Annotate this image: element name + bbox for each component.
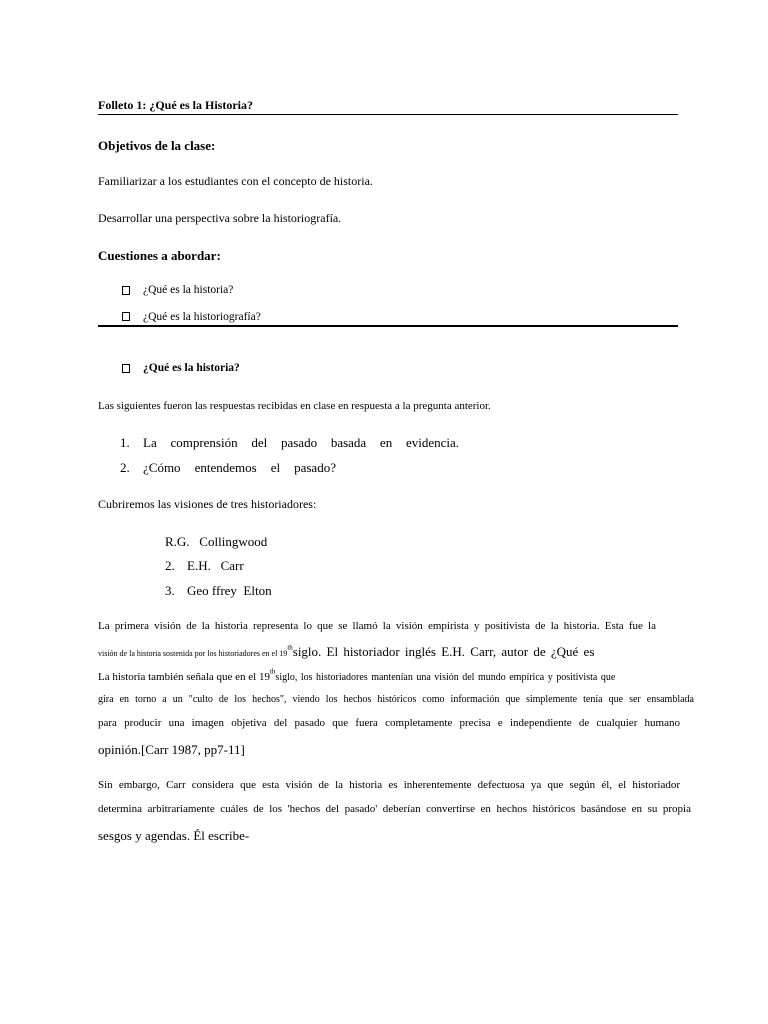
- historian-item: Geo ffrey Elton: [187, 583, 272, 598]
- answer-number: 2.: [120, 460, 130, 475]
- issue-bullet: ¿Qué es la historia?: [143, 284, 234, 296]
- paragraph-line: sesgos y agendas. Él escribe-: [98, 828, 250, 843]
- section-divider: [98, 325, 678, 327]
- paragraph-line: visión de la historia sostenida por los historiadores en el 19thsiglo. El historiador inglés E.H. Carr, autor de ¿Qué es: [98, 643, 595, 659]
- paragraph-line: gira en torno a un "culto de los hechos", viendo los hechos históricos como información que simplemente tenía que ser ensamblada: [98, 694, 694, 705]
- paragraph-line: Sin embargo, Carr considera que esta visión de la historia es inherentemente defectuosa ya que según él, el historiador: [98, 779, 680, 791]
- historians-intro: Cubriremos las visiones de tres historiadores:: [98, 497, 317, 511]
- page-title: Folleto 1: ¿Qué es la Historia?: [98, 98, 253, 112]
- objective-item: Desarrollar una perspectiva sobre la historiografía.: [98, 211, 342, 225]
- objectives-heading: Objetivos de la clase:: [98, 138, 216, 153]
- paragraph-line: La historia también señala que en el 19thsiglo, los historiadores mantenían una visión del mundo empírica y positivista que: [98, 667, 616, 683]
- checkbox-icon: [122, 284, 130, 299]
- answer-number: 1.: [120, 435, 130, 450]
- checkbox-icon: [122, 362, 130, 377]
- checkbox-icon: [122, 310, 130, 325]
- title-divider: [98, 114, 678, 115]
- paragraph-line: opinión.[Carr 1987, pp7-11]: [98, 742, 245, 757]
- issues-heading: Cuestiones a abordar:: [98, 248, 221, 263]
- issue-bullet: ¿Qué es la historiografía?: [143, 311, 261, 323]
- paragraph-line: La primera visión de la historia representa lo que se llamó la visión empirista y positivista de la historia. Esta fue la: [98, 620, 656, 632]
- answer-text: La comprensión del pasado basada en evidencia.: [143, 435, 459, 450]
- paragraph-line: para producir una imagen objetiva del pasado que fuera completamente precisa e independiente de cualquier humano: [98, 717, 680, 729]
- section-heading: ¿Qué es la historia?: [143, 362, 240, 374]
- answer-text: ¿Cómo entendemos el pasado?: [143, 460, 336, 475]
- historian-number: 3.: [165, 583, 175, 598]
- historian-item: E.H. Carr: [187, 558, 244, 573]
- section-intro: Las siguientes fueron las respuestas recibidas en clase en respuesta a la pregunta anterior.: [98, 400, 491, 412]
- objective-item: Familiarizar a los estudiantes con el concepto de historia.: [98, 174, 373, 188]
- paragraph-line: determina arbitrariamente cuáles de los 'hechos del pasado' deberían convertirse en hechos históricos basándose en su propia: [98, 803, 691, 815]
- historian-number: 2.: [165, 558, 175, 573]
- historian-item: R.G. Collingwood: [165, 534, 268, 549]
